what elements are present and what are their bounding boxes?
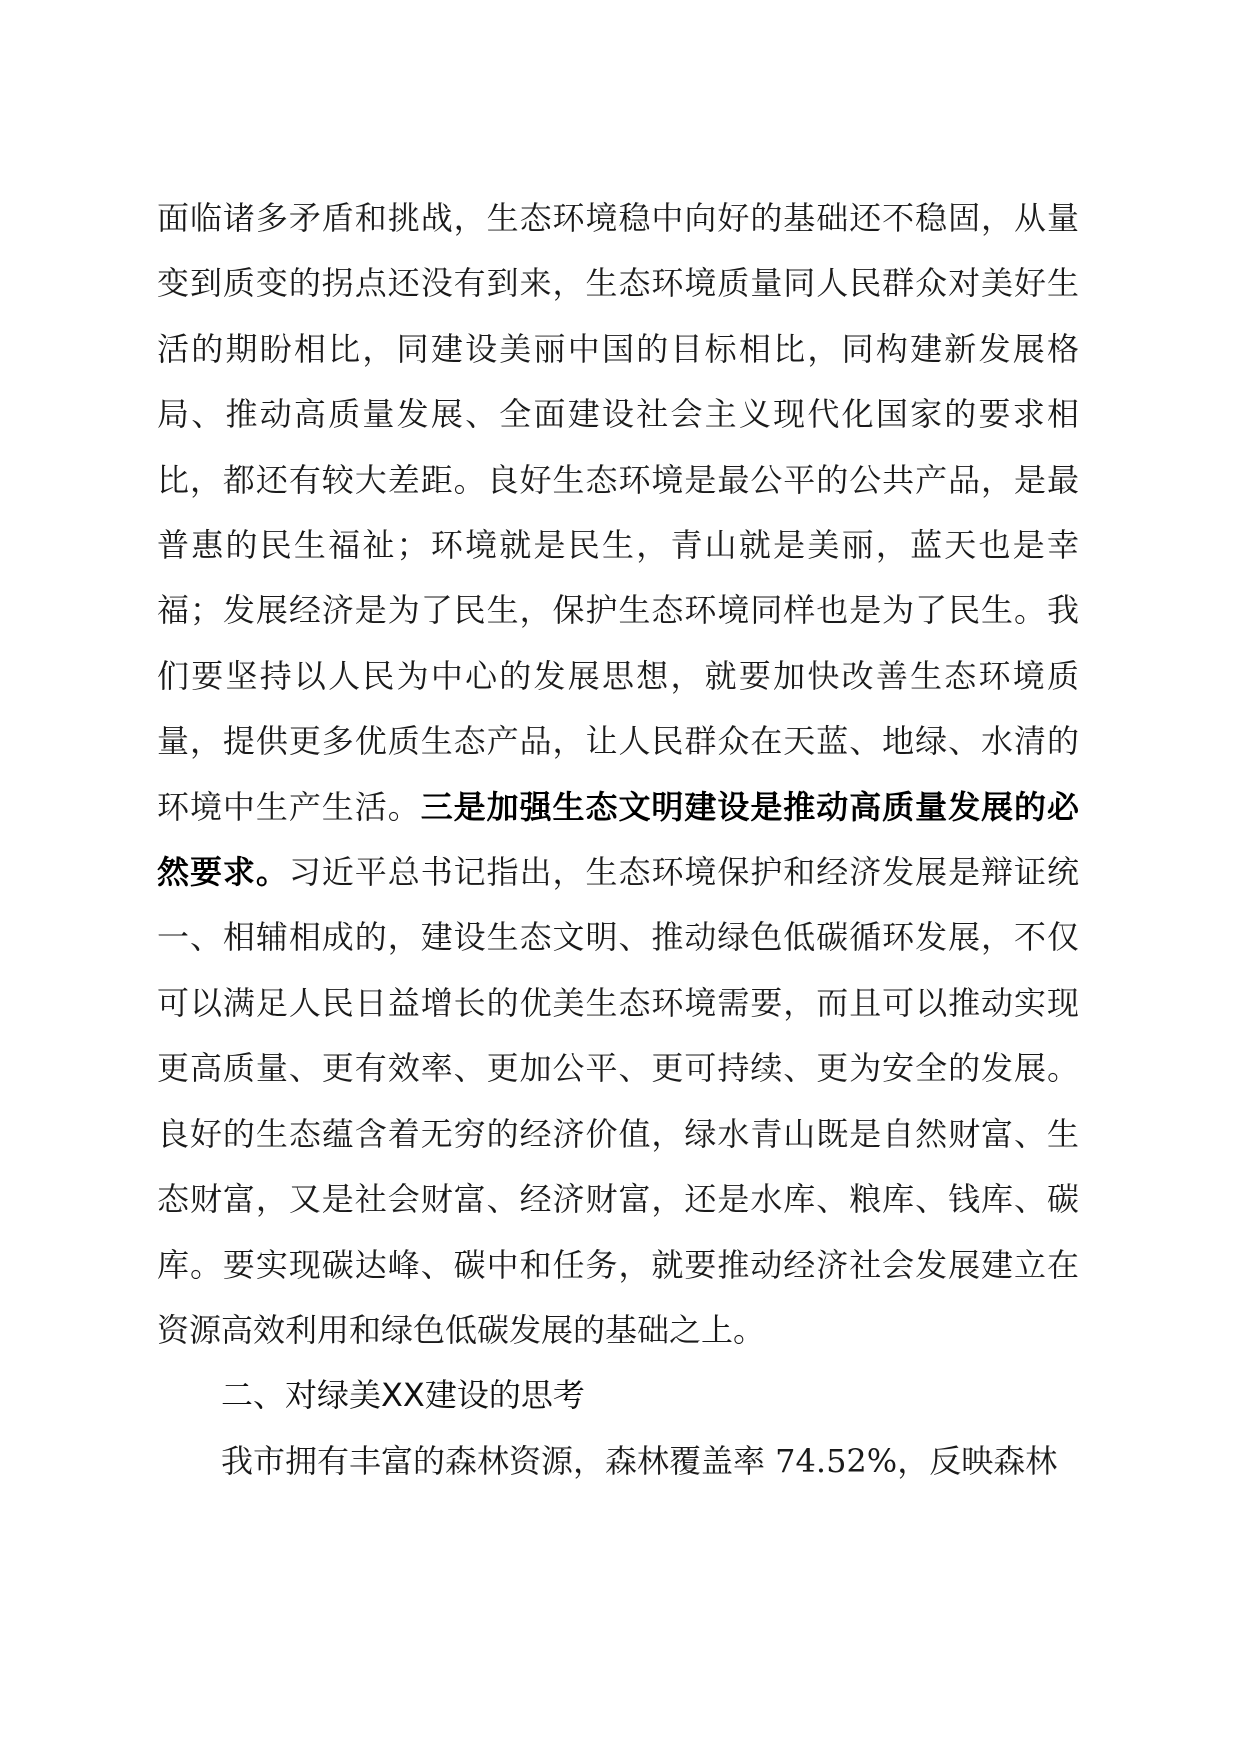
bold-key-point: 三是加强生态文明建设是推动高质量发展的必然要求。: [157, 787, 1079, 892]
paragraph-forest-resources: 我市拥有丰富的森林资源，森林覆盖率 74.52%，反映森林: [221, 1441, 1058, 1480]
section-heading: 二、对绿美XX建设的思考: [221, 1376, 585, 1415]
paragraph-text-continued: 习近平总书记指出，生态环境保护和经济发展是辩证统一、相辅相成的，建设生态文明、推动绿色低碳循环发展，不仅可以满足人民日益增长的优美生态环境需要，而且可以推动实现更高质量、更有效率、更加公平、更可持续、更为安全的发展。良好的生态蕴含着无穷的经济价值，绿水青山既是自然财富、生态财富，又是社会财富、经济财富，还是水库、粮库、钱库、碳库。要实现碳达峰、碳中和任务，就要推动经济社会发展建立在资源高效利用和绿色低碳发展的基础之上。: [157, 853, 1079, 1349]
paragraph-text: 面临诸多矛盾和挑战，生态环境稳中向好的基础还不稳固，从量变到质变的拐点还没有到来，生态环境质量同人民群众对美好生活的期盼相比，同建设美丽中国的目标相比，同构建新发展格局、推动高质量发展、全面建设社会主义现代化国家的要求相比，都还有较大差距。良好生态环境是最公平的公共产品，是最普惠的民生福祉；环境就是民生，青山就是美丽，蓝天也是幸福；发展经济是为了民生，保护生态环境同样也是为了民生。我们要坚持以人民为中心的发展思想，就要加快改善生态环境质量，提供更多优质生态产品，让人民群众在天蓝、地绿、水清的环境中生产生活。: [157, 199, 1079, 826]
document-body: [157, 186, 1079, 1494]
paragraph-ecology-challenges: [157, 186, 1079, 1363]
